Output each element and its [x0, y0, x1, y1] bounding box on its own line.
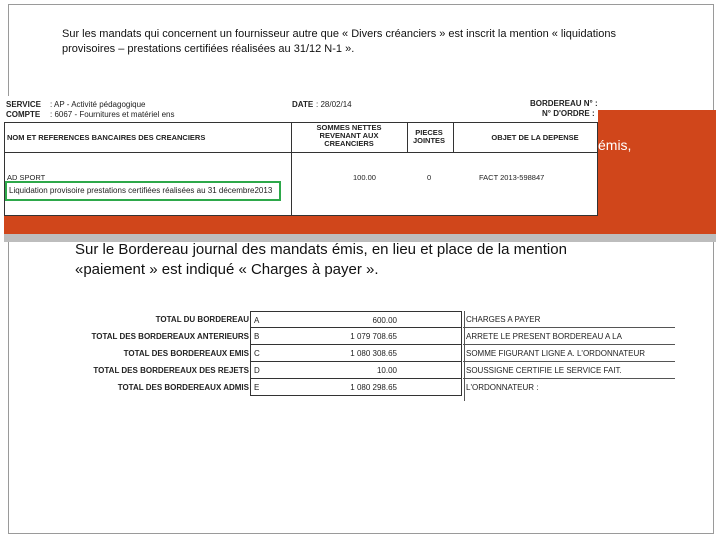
- pieces-value: 0: [427, 173, 432, 182]
- total-cell: [250, 345, 462, 362]
- column-divider: [407, 123, 408, 153]
- certification-line: SOMME FIGURANT LIGNE A. L'ORDONNATEUR: [466, 349, 646, 358]
- total-label: TOTAL DES BORDEREAUX EMIS: [123, 349, 249, 358]
- column-divider: [291, 123, 292, 215]
- certification-line: ARRETE LE PRESENT BORDEREAU A LA: [466, 332, 622, 341]
- mandat-table: [4, 122, 598, 216]
- certification-line: SOUSSIGNE CERTIFIE LE SERVICE FAIT.: [466, 366, 622, 375]
- header-pieces: PIECES JOINTES: [412, 128, 446, 145]
- total-letter: A: [254, 316, 260, 325]
- certification-line: CHARGES A PAYER: [466, 315, 541, 324]
- header-creanciers: NOM ET REFERENCES BANCAIRES DES CREANCIERS: [7, 133, 206, 142]
- table-row: [63, 379, 675, 396]
- total-label: TOTAL DES BORDEREAUX ANTERIEURS: [91, 332, 249, 341]
- total-letter: E: [254, 383, 260, 392]
- date-value: : 28/02/14: [316, 100, 352, 109]
- total-value: 600.00: [372, 316, 397, 325]
- total-value: 10.00: [376, 366, 397, 375]
- header-sommes: SOMMES NETTES REVENANT AUX CREANCIERS: [316, 123, 382, 148]
- bordereau-number-label: BORDEREAU N° :: [530, 99, 598, 108]
- certification-line: L'ORDONNATEUR :: [466, 383, 539, 392]
- main-paragraph: Sur le Bordereau journal des mandats émis, en lieu et place de la mention «paiement » est indiqué « Charges à payer ».: [75, 241, 567, 278]
- column-divider: [453, 123, 454, 153]
- total-letter: C: [254, 349, 260, 358]
- total-value: 1 080 298.65: [350, 383, 397, 392]
- date-label: DATE: [292, 100, 314, 109]
- objet-value: FACT 2013-598847: [479, 173, 545, 182]
- mandat-excerpt: [4, 96, 598, 216]
- total-label: TOTAL DES BORDEREAUX ADMIS: [117, 383, 249, 392]
- total-cell: [250, 379, 462, 396]
- total-cell: [250, 311, 462, 328]
- total-cell: [250, 362, 462, 379]
- header-objet: OBJET DE LA DEPENSE: [491, 133, 579, 142]
- mandat-table-header: [5, 123, 597, 153]
- total-label: TOTAL DU BORDEREAU: [155, 315, 249, 324]
- liquidation-mention-highlight: Liquidation provisoire prestations certifiées réalisées au 31 décembre2013: [5, 181, 281, 201]
- total-value: 1 080 308.65: [350, 349, 397, 358]
- totals-table: [63, 311, 675, 405]
- table-row: [63, 328, 675, 345]
- service-value: : AP - Activité pédagogique: [50, 100, 146, 109]
- table-row: [63, 311, 675, 328]
- intro-paragraph: Sur les mandats qui concernent un fournisseur autre que « Divers créanciers » est inscrit la mention « liquidations provisoires – prestations certifiées réalisées au 31/12 N-1 ».: [62, 28, 616, 55]
- total-value: 1 079 708.65: [350, 332, 397, 341]
- service-label: SERVICE: [6, 100, 41, 109]
- table-row: [63, 345, 675, 362]
- total-letter: D: [254, 366, 260, 375]
- compte-label: COMPTE: [6, 110, 41, 119]
- total-letter: B: [254, 332, 260, 341]
- somme-value: 100.00: [353, 173, 376, 182]
- table-row: [63, 362, 675, 379]
- creancier-name: AD SPORT: [7, 173, 46, 182]
- total-cell: [250, 328, 462, 345]
- band-overflow-text: émis,: [598, 137, 632, 153]
- compte-value: : 6067 - Fournitures et matériel ens: [50, 110, 175, 119]
- ordre-number-label: N° D'ORDRE :: [542, 109, 595, 118]
- total-label: TOTAL DES BORDEREAUX DES REJETS: [93, 366, 249, 375]
